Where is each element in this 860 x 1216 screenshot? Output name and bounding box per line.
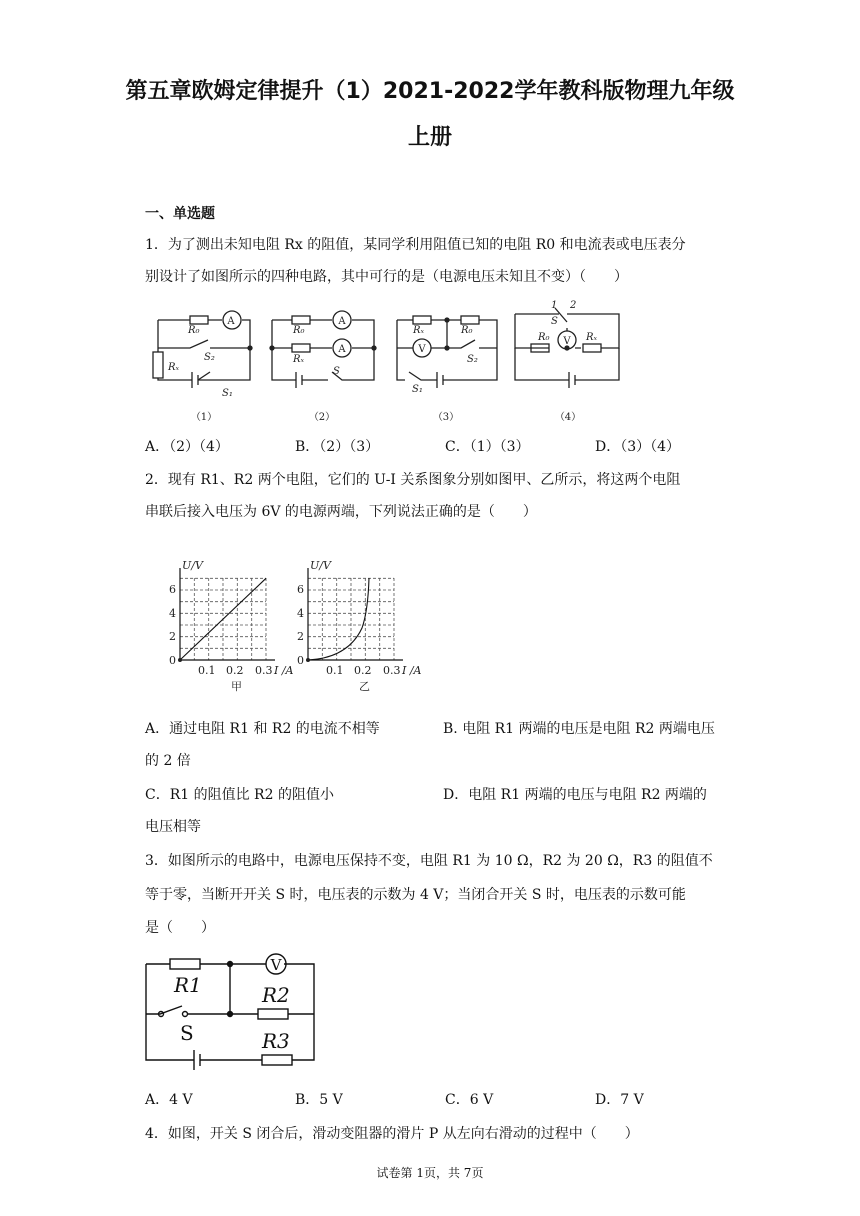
svg-text:V: V [563,336,571,347]
yi-xtick-1: 0.1 [326,664,344,677]
svg-text:S: S [551,316,558,327]
q1-option-c[interactable]: C．（1）（3） [445,439,530,455]
svg-text:S: S [333,366,340,377]
circuit-2 [270,311,376,388]
graph-yi [297,559,422,693]
svg-text:R₀: R₀ [293,325,305,336]
svg-text:S₂: S₂ [204,352,215,363]
q3-r3-label: R3 [262,1029,290,1053]
jia-xlabel: I /A [274,664,294,677]
q3-circuit [140,950,330,1070]
svg-text:R₀: R₀ [188,325,200,336]
yi-ylabel: U/V [310,559,331,572]
fig-label-2: （2） [308,412,336,423]
q2-option-c[interactable]: C．R1 的阻值比 R2 的阻值小 [145,787,334,803]
jia-ytick-6: 6 [169,583,176,596]
circuit-3 [397,316,497,388]
q1-option-a[interactable]: A．（2）（4） [145,439,229,455]
q3-r1-label: R1 [174,973,202,997]
q1-option-d[interactable]: D．（3）（4） [595,439,681,455]
q3-option-b[interactable]: B．5 V [295,1092,343,1108]
svg-text:Rₓ: Rₓ [293,354,305,365]
q2-stem-line1: 2．现有 R1、R2 两个电阻，它们的 U-I 关系图象分别如图甲、乙所示，将这两个电阻 [145,472,681,488]
svg-text:Rₓ: Rₓ [586,332,598,343]
q3-stem-line1: 3．如图所示的电路中，电源电压保持不变，电阻 R1 为 10 Ω，R2 为 20 Ω，R3 的阻值不 [145,853,713,869]
q1-stem-line1: 1．为了测出未知电阻 Rx 的阻值，某同学利用阻值已知的电阻 R0 和电流表或电压表分 [145,237,686,253]
q3-option-a[interactable]: A．4 V [145,1092,193,1108]
svg-text:2: 2 [570,300,577,311]
yi-xlabel: I /A [402,664,422,677]
q3-option-d[interactable]: D．7 V [595,1092,644,1108]
fig-label-3: （3） [432,412,460,423]
yi-ytick-6: 6 [297,583,304,596]
svg-text:R₀: R₀ [461,325,473,336]
q3-r2-label: R2 [262,983,290,1007]
yi-xtick-3: 0.3 [383,664,401,677]
svg-text:S₂: S₂ [467,354,478,365]
q1-circuit-figures [150,300,630,426]
yi-xtick-2: 0.2 [354,664,372,677]
jia-xtick-1: 0.1 [198,664,216,677]
q3-option-c[interactable]: C．6 V [445,1092,494,1108]
yi-ytick-0: 0 [297,654,304,667]
q2-option-d-cont: 电压相等 [145,819,201,835]
voltmeter-label: V [270,956,282,974]
jia-ylabel: U/V [182,559,203,572]
fig-label-4: （4） [554,412,582,423]
q1-option-b[interactable]: B．（2）（3） [295,439,380,455]
svg-text:1: 1 [551,300,558,311]
fig-label-1: （1） [190,412,218,423]
q3-stem-line2: 等于零，当断开开关 S 时，电压表的示数为 4 V；当闭合开关 S 时，电压表的示数可能 [145,887,686,903]
q2-ui-graphs [160,556,450,696]
jia-caption: 甲 [231,680,242,693]
svg-text:S₁: S₁ [222,388,233,399]
svg-text:A: A [338,316,346,327]
graph-jia [169,559,294,693]
q4-stem-line1: 4．如图，开关 S 闭合后，滑动变阻器的滑片 P 从左向右滑动的过程中（ ） [145,1126,639,1142]
circuit-1 [153,311,252,388]
jia-ytick-2: 2 [169,630,176,643]
q2-option-b[interactable]: B. 电阻 R1 两端的电压是电阻 R2 两端电压 [443,721,715,737]
q3-stem-line3: 是（ ） [145,920,215,936]
yi-ytick-4: 4 [297,607,304,620]
doc-title-line1: 第五章欧姆定律提升（1）2021-2022学年教科版物理九年级 [125,79,735,104]
section-heading: 一、单选题 [145,206,215,222]
jia-ytick-0: 0 [169,654,176,667]
q3-s-label: S [180,1021,194,1045]
page-footer: 试卷第 1页，共 7页 [376,1166,484,1180]
q1-stem-line2: 别设计了如图所示的四种电路，其中可行的是（电源电压未知且不变）（ ） [145,269,628,285]
q2-option-d[interactable]: D．电阻 R1 两端的电压与电阻 R2 两端的 [443,787,707,803]
svg-text:S₁: S₁ [412,384,423,395]
q2-option-a[interactable]: A．通过电阻 R1 和 R2 的电流不相等 [145,721,380,737]
svg-text:V: V [418,344,426,355]
jia-xtick-2: 0.2 [226,664,244,677]
svg-text:Rₓ: Rₓ [413,325,425,336]
svg-text:A: A [227,316,235,327]
yi-ytick-2: 2 [297,630,304,643]
svg-text:A: A [338,344,346,355]
jia-xtick-3: 0.3 [255,664,273,677]
svg-text:R₀: R₀ [538,332,550,343]
svg-text:Rₓ: Rₓ [168,362,180,373]
jia-ytick-4: 4 [169,607,176,620]
circuit-4 [515,308,619,388]
q2-option-b-cont: 的 2 倍 [145,753,191,769]
q2-stem-line2: 串联后接入电压为 6V 的电源两端，下列说法正确的是（ ） [145,504,537,520]
doc-title-line2: 上册 [407,125,452,150]
yi-caption: 乙 [359,680,370,693]
